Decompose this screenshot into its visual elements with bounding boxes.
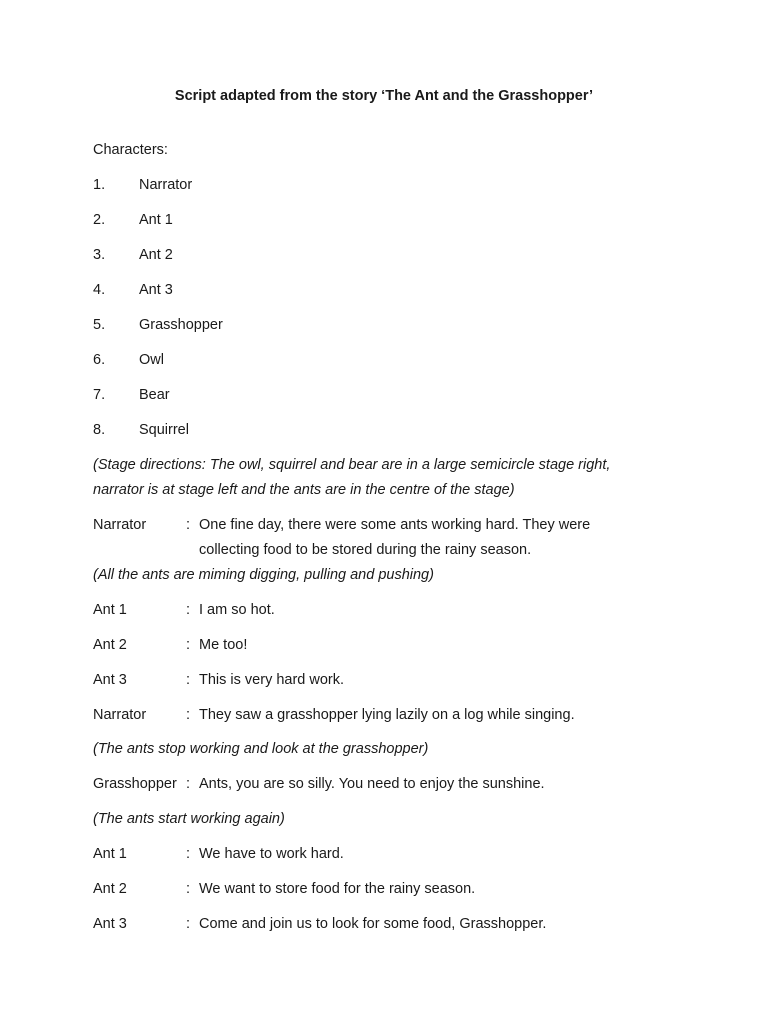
speaker-name: Ant 3: [93, 916, 127, 932]
character-name: Ant 2: [139, 247, 173, 263]
character-number: 5.: [93, 317, 106, 333]
dialogue-line: collecting food to be stored during the rainy season.: [199, 542, 532, 558]
stage-direction: (The ants start working again): [93, 811, 285, 827]
stage-directions-line: narrator is at stage left and the ants are in the centre of the stage): [93, 482, 515, 498]
speaker-colon: :: [186, 672, 191, 688]
character-name: Ant 1: [139, 212, 173, 228]
dialogue-line: Come and join us to look for some food, Grasshopper.: [199, 916, 547, 932]
dialogue-line: I am so hot.: [199, 602, 275, 618]
character-name: Owl: [139, 352, 164, 368]
character-number: 6.: [93, 352, 106, 368]
dialogue-line: This is very hard work.: [199, 672, 345, 688]
speaker-name: Narrator: [93, 707, 147, 723]
speaker-colon: :: [186, 776, 191, 792]
character-name: Narrator: [139, 177, 193, 193]
character-name: Grasshopper: [139, 317, 223, 333]
speaker-colon: :: [186, 602, 191, 618]
character-number: 1.: [93, 177, 106, 193]
dialogue-line: We have to work hard.: [199, 846, 344, 862]
characters-heading: Characters:: [93, 142, 168, 158]
character-number: 7.: [93, 387, 106, 403]
stage-directions-line: (Stage directions: The owl, squirrel and bear are in a large semicircle stage right,: [93, 457, 611, 473]
speaker-colon: :: [186, 707, 191, 723]
character-number: 8.: [93, 422, 106, 438]
page-title: Script adapted from the story ‘The Ant and the Grasshopper’: [174, 88, 594, 104]
speaker-colon: :: [186, 637, 191, 653]
speaker-name: Ant 1: [93, 602, 127, 618]
character-name: Bear: [139, 387, 170, 403]
dialogue-line: Me too!: [199, 637, 248, 653]
speaker-name: Ant 2: [93, 637, 127, 653]
speaker-colon: :: [186, 846, 191, 862]
speaker-colon: :: [186, 916, 191, 932]
dialogue-line: We want to store food for the rainy season.: [199, 881, 476, 897]
character-name: Squirrel: [139, 422, 189, 438]
dialogue-line: Ants, you are so silly. You need to enjoy the sunshine.: [199, 776, 545, 792]
speaker-name: Ant 3: [93, 672, 127, 688]
speaker-colon: :: [186, 881, 191, 897]
character-number: 4.: [93, 282, 106, 298]
character-number: 2.: [93, 212, 106, 228]
speaker-name: Grasshopper: [93, 776, 177, 792]
character-name: Ant 3: [139, 282, 173, 298]
dialogue-line: They saw a grasshopper lying lazily on a log while singing.: [199, 707, 575, 723]
stage-direction: (The ants stop working and look at the grasshopper): [93, 741, 429, 757]
character-number: 3.: [93, 247, 106, 263]
dialogue-line: One fine day, there were some ants working hard. They were: [199, 517, 591, 533]
speaker-name: Ant 1: [93, 846, 127, 862]
speaker-name: Ant 2: [93, 881, 127, 897]
speaker-colon: :: [186, 517, 191, 533]
stage-direction: (All the ants are miming digging, pulling and pushing): [93, 567, 434, 583]
speaker-name: Narrator: [93, 517, 147, 533]
